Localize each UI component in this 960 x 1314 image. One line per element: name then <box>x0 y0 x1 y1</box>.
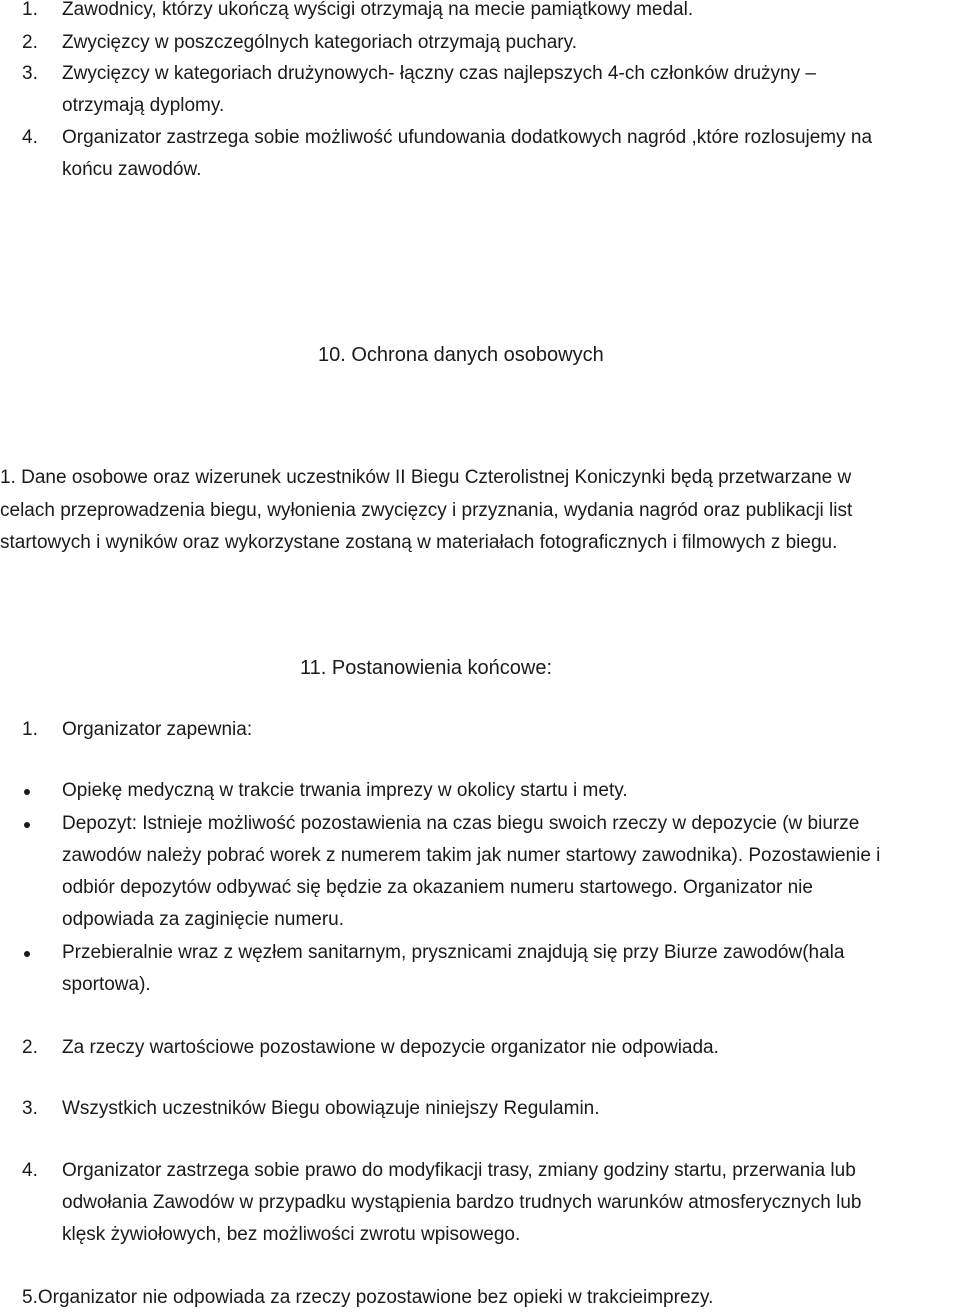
list-number: 4. <box>22 127 38 148</box>
section-11-heading: 11. Postanowienia końcowe: <box>300 657 553 679</box>
list-number: 3. <box>22 63 38 84</box>
paragraph-line: startowych i wyników oraz wykorzystane zostaną w materiałach fotograficznych i filmowych z biegu. <box>0 532 838 553</box>
list-item-text: Zwycięzcy w kategoriach drużynowych- łączny czas najlepszych 4-ch członków drużyny – <box>62 63 816 84</box>
list-item-text: końcu zawodów. <box>62 159 202 180</box>
list-item-text: Organizator zastrzega sobie możliwość ufundowania dodatkowych nagród ,które rozlosujemy na <box>62 127 873 148</box>
bullet-icon <box>24 951 30 957</box>
paragraph-line: celach przeprowadzenia biegu, wyłonienia zwycięzcy i przyznania, wydania nagród oraz publikacji list <box>0 500 853 521</box>
list-item-text: Za rzeczy wartościowe pozostawione w depozycie organizator nie odpowiada. <box>62 1037 719 1058</box>
list-item-text: Organizator zastrzega sobie prawo do modyfikacji trasy, zmiany godziny startu, przerwania lub <box>62 1160 856 1181</box>
list-number: 1. <box>22 719 38 740</box>
list-number: 4. <box>22 1160 38 1181</box>
list-item-text: odwołania Zawodów w przypadku wystąpienia bardzo trudnych warunków atmosferycznych lub <box>62 1192 862 1213</box>
list-item-text: Wszystkich uczestników Biegu obowiązuje niniejszy Regulamin. <box>62 1098 600 1119</box>
bullet-text: sportowa). <box>62 974 151 995</box>
list-item-text: 5.Organizator nie odpowiada za rzeczy pozostawione bez opieki w trakcieimprezy. <box>22 1287 714 1308</box>
bullet-text: Przebieralnie wraz z węzłem sanitarnym, prysznicami znajdują się przy Biurze zawodów(hala <box>62 942 845 963</box>
paragraph-line: 1. Dane osobowe oraz wizerunek uczestników II Biegu Czterolistnej Koniczynki będą przetwarzane w <box>0 467 852 488</box>
bullet-text: odbiór depozytów odbywać się będzie za okazaniem numeru startowego. Organizator nie <box>62 877 813 898</box>
list-item-text: klęsk żywiołowych, bez możliwości zwrotu wpisowego. <box>62 1224 521 1245</box>
bullet-icon <box>24 822 30 828</box>
section-10-heading: 10. Ochrona danych osobowych <box>318 344 604 366</box>
bullet-text: odpowiada za zaginięcie numeru. <box>62 909 345 930</box>
list-item-text: Zawodnicy, którzy ukończą wyścigi otrzymają na mecie pamiątkowy medal. <box>62 0 694 20</box>
list-number: 3. <box>22 1098 38 1119</box>
bullet-text: Opiekę medyczną w trakcie trwania imprezy w okolicy startu i mety. <box>62 780 628 801</box>
list-item-text: Organizator zapewnia: <box>62 719 253 740</box>
list-item-text: otrzymają dyplomy. <box>62 95 225 116</box>
list-number: 1. <box>22 0 38 20</box>
bullet-text: zawodów należy pobrać worek z numerem takim jak numer startowy zawodnika). Pozostawienie i <box>62 845 881 866</box>
list-number: 2. <box>22 1037 38 1058</box>
bullet-icon <box>24 789 30 795</box>
bullet-text: Depozyt: Istnieje możliwość pozostawienia na czas biegu swoich rzeczy w depozycie (w biurze <box>62 813 860 834</box>
list-item-text: Zwycięzcy w poszczególnych kategoriach otrzymają puchary. <box>62 32 577 53</box>
list-number: 2. <box>22 32 38 53</box>
